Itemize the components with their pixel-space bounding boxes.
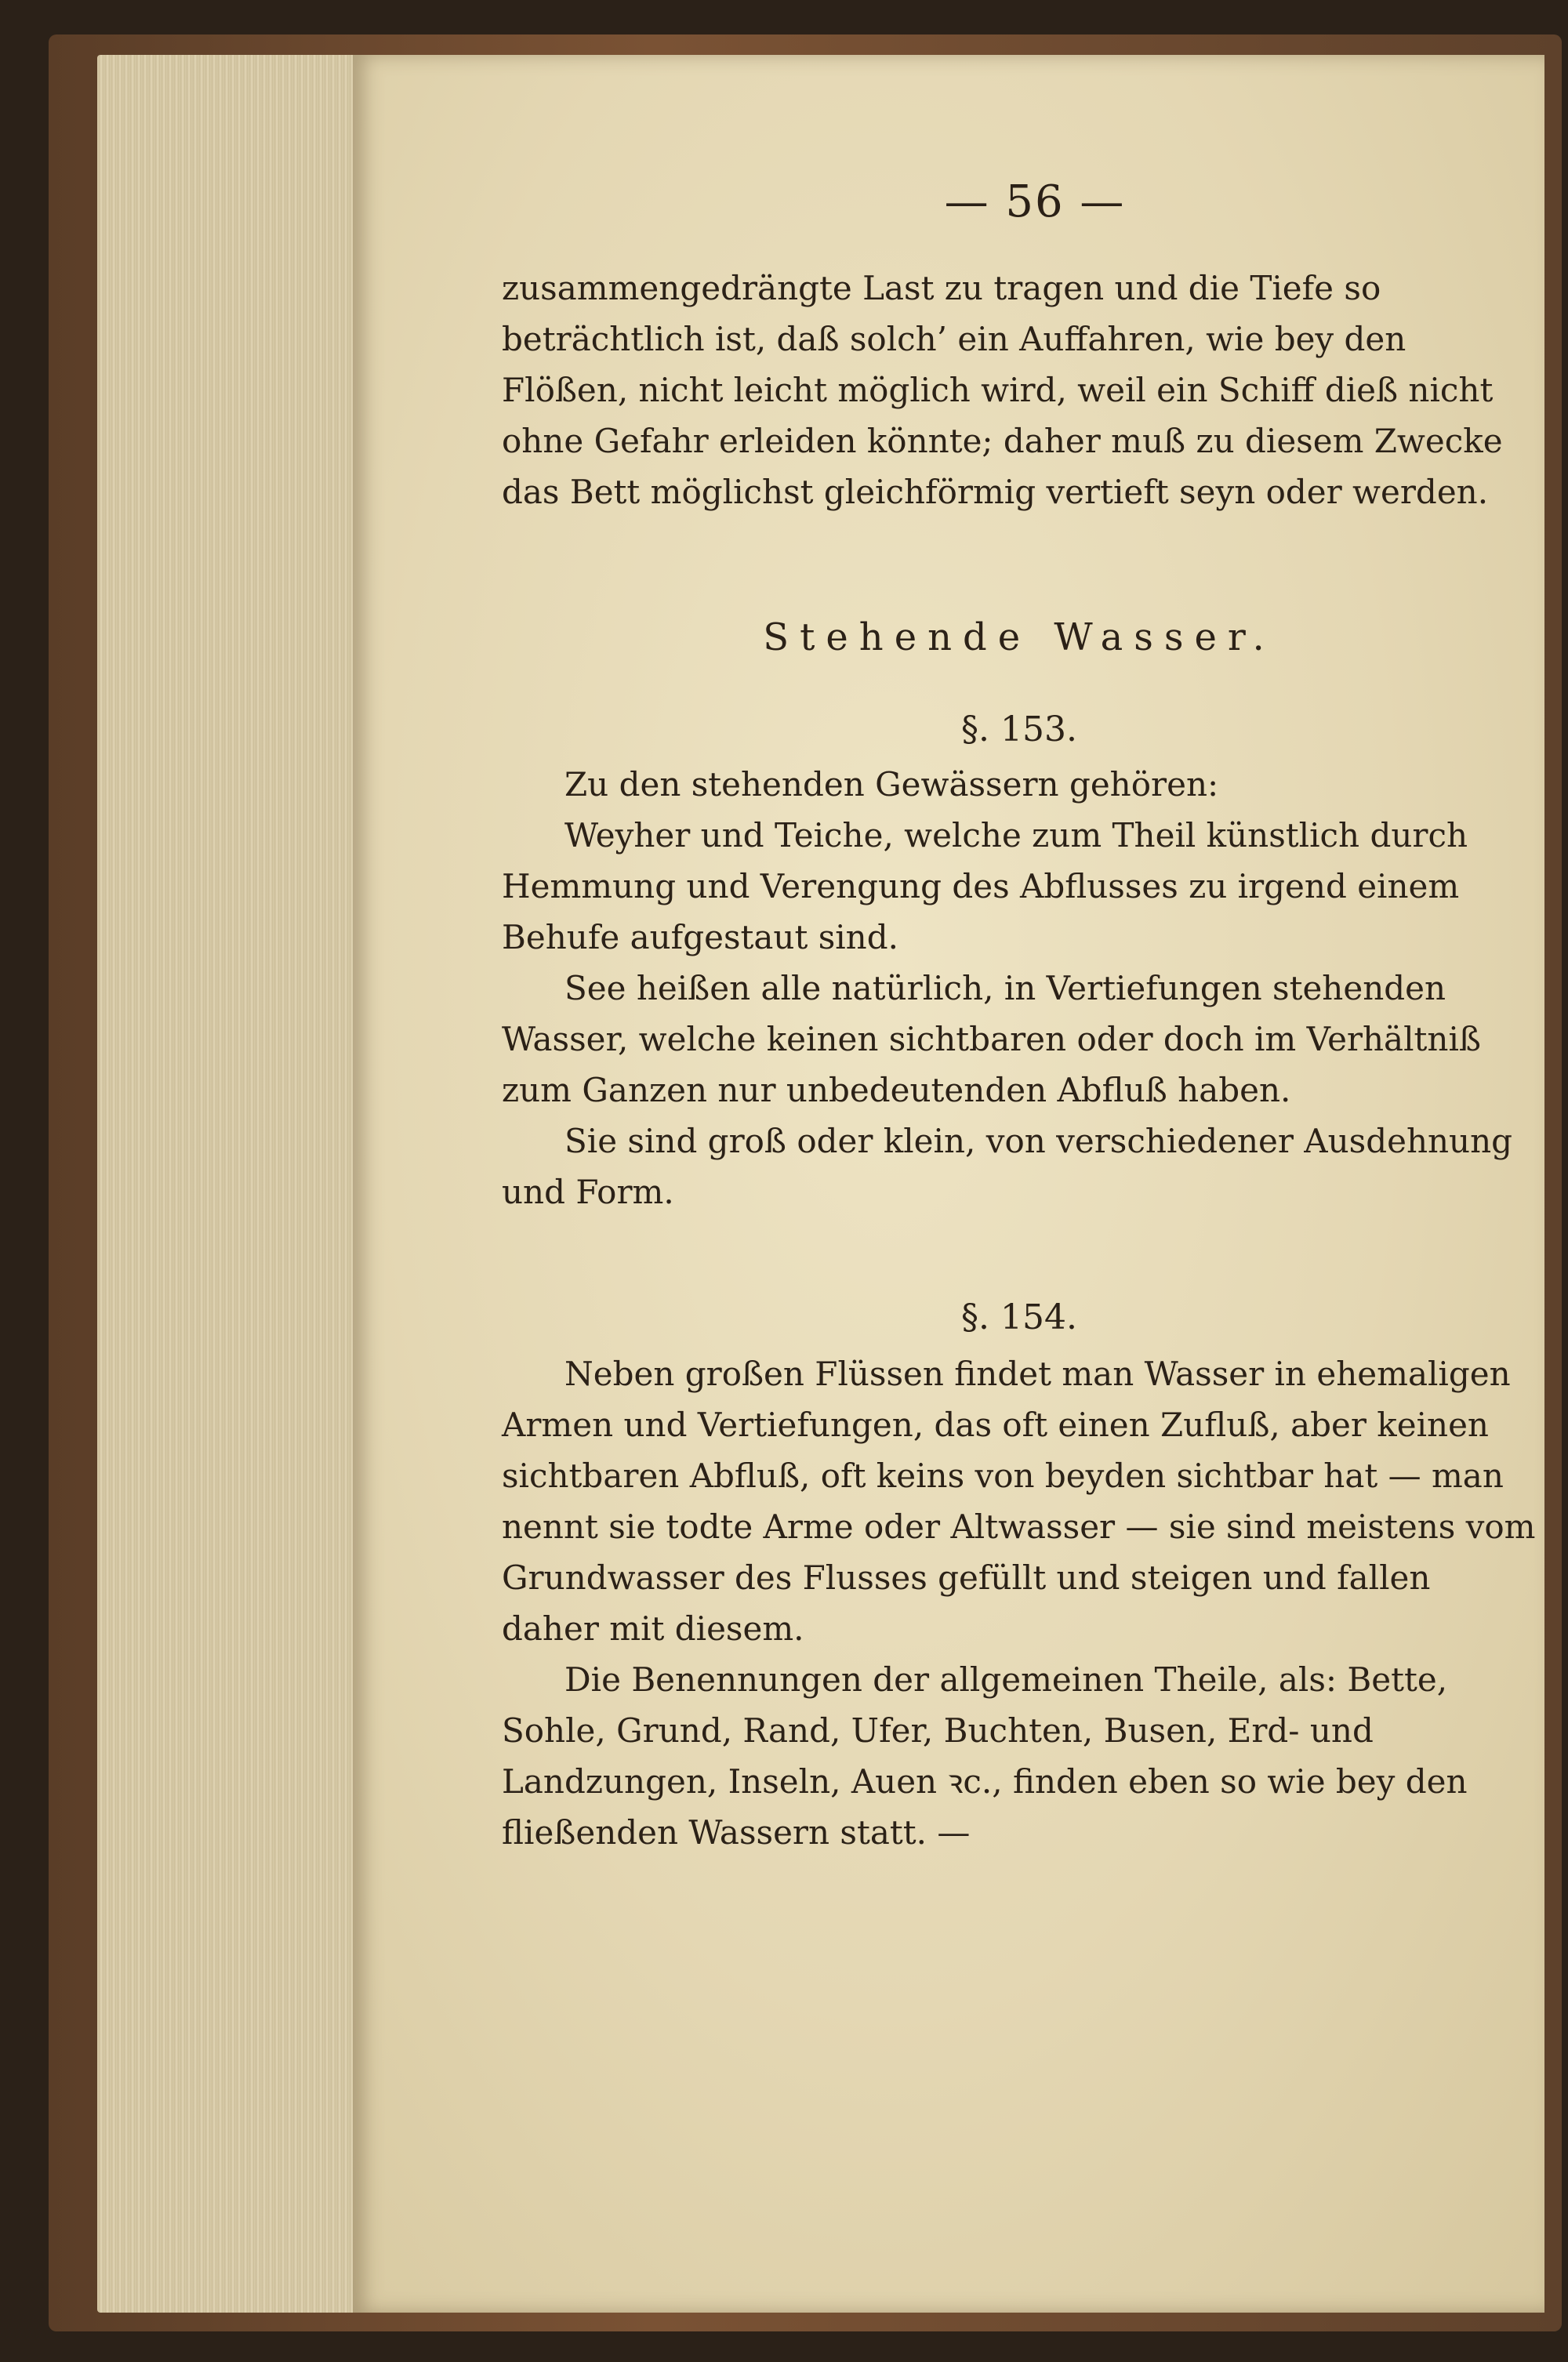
section-heading: Stehende Wasser.: [763, 615, 1276, 659]
section-153-paragraph: Zu den stehenden Gewässern gehören:: [564, 765, 1219, 804]
page-number: — 56 —: [944, 176, 1126, 227]
section-153-paragraph: Sie sind groß oder klein, von verschiedener Ausdehnung und Form.: [502, 1122, 1513, 1211]
section-153-mark: §. 153.: [961, 709, 1077, 749]
intro-paragraph: zusammengedrängte Last zu tragen und die Tiefe so beträchtlich ist, daß solch’ ein Auffahren, wie bey den Flößen, nicht leicht möglich wird, weil ein Schiff dieß nicht ohne Gefahr erleiden könnte; daher muß zu diesem Zwecke das Bett möglichst gleichförmig vertieft seyn oder werden.: [502, 269, 1503, 511]
page-edges: [97, 55, 356, 2313]
section-153-paragraph: See heißen alle natürlich, in Vertiefungen stehenden Wasser, welche keinen sichtbaren oder doch im Verhältniß zum Ganzen nur unbedeutenden Abfluß haben.: [502, 969, 1481, 1109]
section-153-paragraph: Weyher und Teiche, welche zum Theil künstlich durch Hemmung und Verengung des Abflusses zu irgend einem Behufe aufgestaut sind.: [502, 816, 1468, 956]
section-154-paragraph: Neben großen Flüssen findet man Wasser in ehemaligen Armen und Vertiefungen, das oft einen Zufluß, aber keinen sichtbaren Abfluß, oft keins von beyden sichtbar hat — man nennt sie todte Arme oder Altwasser — sie sind meistens vom Grundwasser des Flusses gefüllt und steigen und fallen daher mit diesem.: [502, 1355, 1536, 1648]
section-154-mark: §. 154.: [961, 1297, 1077, 1337]
section-154-paragraph: Die Benennungen der allgemeinen Theile, als: Bette, Sohle, Grund, Rand, Ufer, Buchten, Busen, Erd- und Landzungen, Inseln, Auen ꝛc., finden eben so wie bey den fließenden Wassern statt. —: [502, 1660, 1468, 1852]
